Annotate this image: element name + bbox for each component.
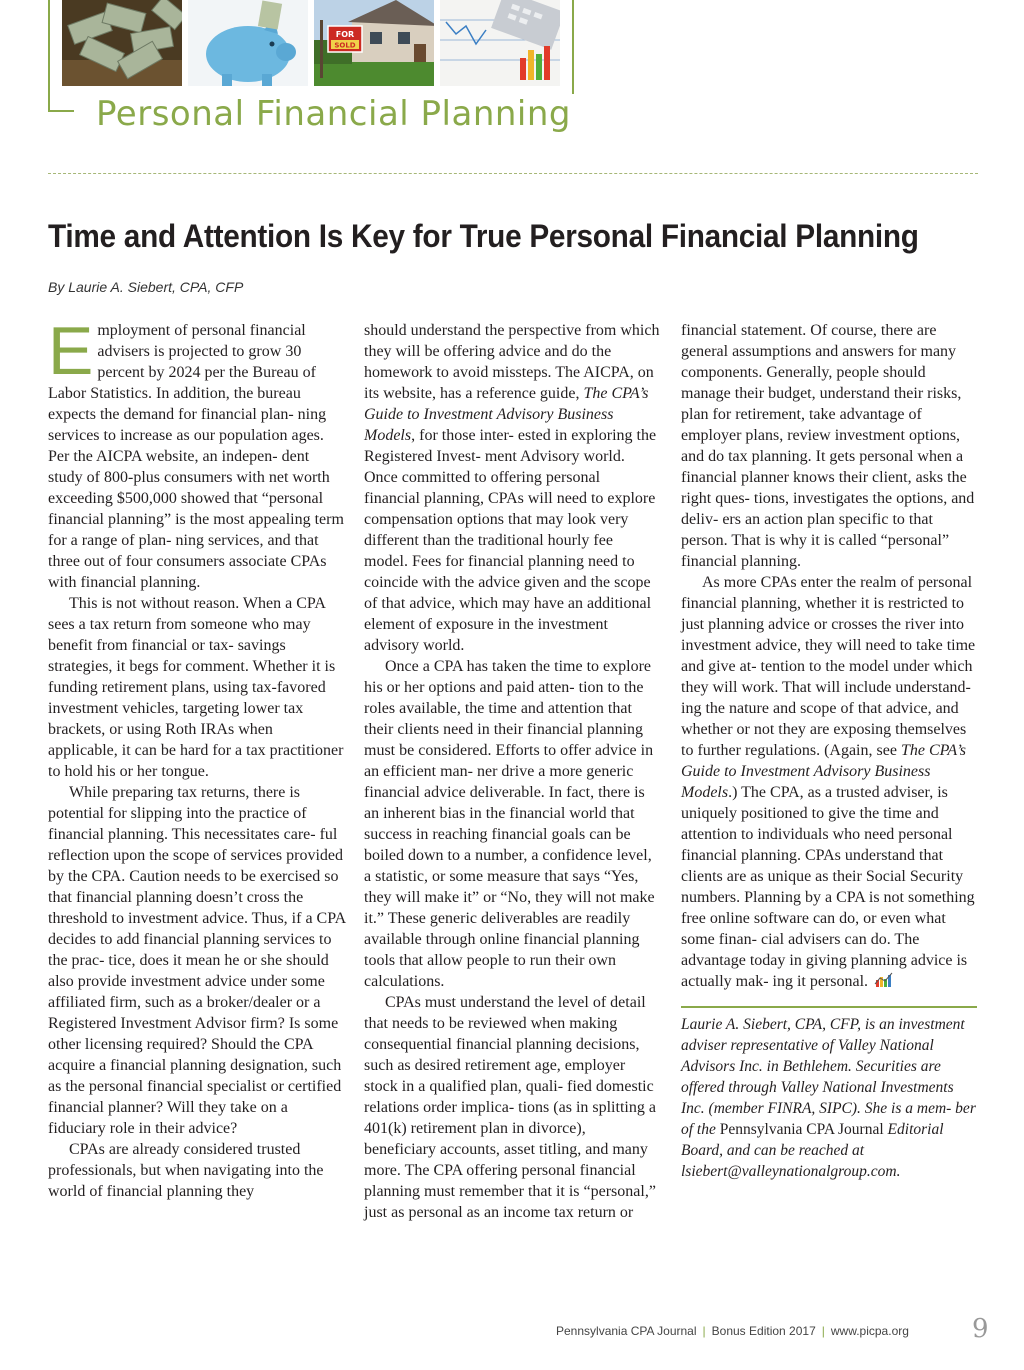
paragraph-text: , for those inter- ested in exploring the Registered Invest- ment Advisory world. Once committed to offering personal financial planning, CPAs will need to explore compensation options that may look very different than the traditional hourly fee model. Fees for financial planning need to coincide with the advice given and the scope of that advice, which may have an additional element of exposure in the investment advisory world. xyxy=(364,427,657,654)
article-column-3 xyxy=(681,320,979,1182)
paragraph-text: mployment of personal financial advisers is projected to grow 30 percent by 2024 per the Bureau of Labor Statistics. In addition, the bureau expects the demand for financial plan- ning services to increase as our population ages. Per the AICPA website, an indepen- dent study of 800-plus consumers with net worth exceeding $500,000 showed that “personal financial planning” is the most appealing term for a range of plan- ning services, and that three out of four consumers associate CPAs with financial planning. xyxy=(48,322,344,591)
end-mark-icon xyxy=(874,972,896,988)
paragraph: CPAs are already considered trusted professionals, but when navigating into the world of financial planning they xyxy=(48,1141,324,1200)
bio-text: Editorial Board, and can be reached at lsiebert@valleynationalgroup.com. xyxy=(681,1121,944,1180)
footer-separator: | xyxy=(821,1324,825,1338)
piggy-bank-photo xyxy=(188,0,308,86)
footer-separator: | xyxy=(702,1324,706,1338)
section-title: Personal Financial Planning xyxy=(92,94,575,134)
bio-text: Laurie A. Siebert, CPA, CFP, is an investment adviser representative of Valley National Advisors Inc. in Bethlehem. Securities are offered through Valley National Investments Inc. (member FINRA, SIPC). She is a mem- ber of the xyxy=(681,1016,976,1138)
paragraph: Once a CPA has taken the time to explore his or her options and paid atten- tion to the roles available, the time and attention that their clients need in their financial planning must be considered. Efforts to offer advice in an efficient man- ner drive a more generic financial advice deliverable. In fact, there is an inherent bias in the financial world that success in reaching financial goals can be boiled down to a number, a confidence level, a statistic, or some measure that says “Yes, they will make it” or “No, they will not make it.” These generic deliverables are readily available through online financial planning tools that allow people to run their own calculations. xyxy=(364,658,655,990)
page-footer xyxy=(556,1324,909,1338)
sign-text-line1: FOR xyxy=(335,30,355,39)
article-column-1 xyxy=(48,313,346,1202)
footer-edition: Bonus Edition 2017 xyxy=(711,1324,816,1338)
footer-journal: Pennsylvania CPA Journal xyxy=(556,1324,697,1338)
money-bundles-photo xyxy=(62,0,182,86)
article-column-2 xyxy=(364,320,660,1223)
dashed-divider xyxy=(48,173,978,174)
paragraph xyxy=(48,313,346,593)
page-number: 9 xyxy=(972,1314,989,1344)
paragraph-text: .) The CPA, as a trusted adviser, is uniquely positioned to give the time and attention to individuals who need personal financial planning. CPAs understand that clients are as unique as their Social Security numbers. Planning by a CPA is not something free online software can do, or even what some finan- cial advisers can do. The advantage today in giving planning advice is actually mak- ing it personal. xyxy=(681,784,975,990)
house-for-sale-photo xyxy=(314,0,434,86)
paragraph-text: should understand the perspective from which they will be offering advice and do the homework to avoid missteps. The AICPA, on its website, has a reference guide, xyxy=(364,322,660,402)
article-byline: By Laurie A. Siebert, CPA, CFP xyxy=(48,279,244,295)
guide-title: The CPA’s Guide to Investment Advisory Business Models xyxy=(364,385,649,444)
paragraph xyxy=(681,572,979,992)
guide-title: The CPA’s Guide to Investment Advisory Business Models xyxy=(681,742,966,801)
sign-text-line2: SOLD xyxy=(334,41,356,50)
paragraph: financial statement. Of course, there are general assumptions and answers for many components. Generally, people should manage their budget, understand their risks, plan for retirement, take advantage of employer plans, review investment options, and do tax planning. It gets personal when a financial planner knows their client, asks the right ques- tions, investigates the options, and deliv- ers an action plan specific to that person. That is why it is called “personal” financial planning. xyxy=(681,322,975,570)
footer-website[interactable]: www.picpa.org xyxy=(830,1324,909,1338)
bio-divider xyxy=(681,1006,977,1008)
paragraph: This is not without reason. When a CPA sees a tax return from someone who may benefit from financial or tax- savings strategies, it begs for comment. Whether it is funding retirement plans, using tax-favored investment vehicles, targeting lower tax brackets, or using Roth IRAs when applicable, it can be hard for a tax practitioner to hold his or her tongue. xyxy=(48,595,344,780)
paragraph xyxy=(364,320,660,656)
drop-cap: E xyxy=(48,313,94,389)
article-headline: Time and Attention Is Key for True Personal Financial Planning xyxy=(48,218,919,254)
paragraph-text: As more CPAs enter the realm of personal financial planning, whether it is restricted to just planning advice or crosses the river into investment advice, they will need to take time and give at- tention to the model under which they will work. That will include understand- ing the nature and scope of that advice, and whether or not they are exposing themselves to further regulations. (Again, see xyxy=(681,574,976,759)
paragraph: While preparing tax returns, there is potential for slipping into the practice of financial planning. This necessitates care- ful reflection upon the scope of services provided by the CPA. Caution needs to be exercised so that financial planning doesn’t cross the threshold to investment advice. Thus, if a CPA decides to add financial planning services to the prac- tice, does it mean he or she should also provide investment advice under some affiliated firm, such as a broker/dealer or a Registered Investment Advisor firm? Is some other licensing required? Should the CPA acquire a financial planning designation, such as the personal financial specialist or certified financial planner? Will they take on a fiduciary role in their advice? xyxy=(48,784,346,1137)
calculator-chart-photo xyxy=(440,0,560,86)
journal-name: Pennsylvania CPA Journal xyxy=(719,1121,884,1138)
author-bio xyxy=(681,1014,979,1182)
paragraph: CPAs must understand the level of detail that needs to be reviewed when making consequential financial planning decisions, such as desired retirement age, employer stock in a qualified plan, quali- fied domestic relations order implica- tions (as in splitting a 401(k) retirement plan in divorce), beneficiary accounts, asset titling, and many more. The CPA offering personal financial planning must remember that it is “personal,” just as personal as an income tax return or xyxy=(364,994,656,1221)
